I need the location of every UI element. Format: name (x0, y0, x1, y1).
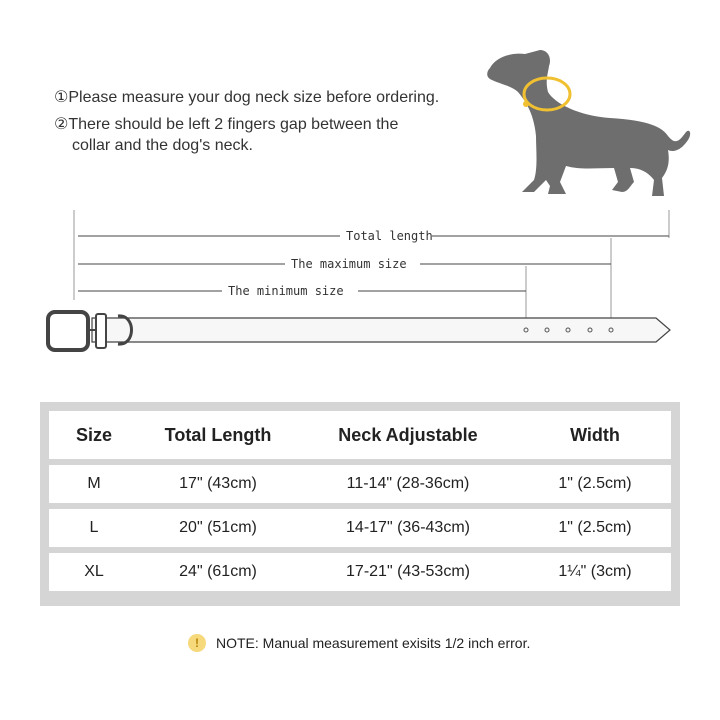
table-row (49, 553, 671, 591)
measurement-note (188, 634, 530, 652)
collar-strap (48, 312, 670, 350)
header-neck-adjustable: Neck Adjustable (338, 424, 478, 445)
instruction-gap-continued: collar and the dog's neck. (72, 137, 253, 154)
cell-size: XL (84, 563, 104, 580)
cell-size: M (87, 475, 101, 492)
table-row (49, 509, 671, 547)
size-table (40, 402, 680, 606)
cell-neck-adjustable: 11-14" (28-36cm) (346, 475, 470, 492)
cell-width: 1" (2.5cm) (558, 519, 632, 536)
header-total-length: Total Length (164, 424, 272, 445)
buckle-icon (48, 312, 88, 350)
instruction-gap: ②There should be left 2 fingers gap between the (54, 116, 399, 133)
collar-tag-icon (523, 101, 529, 107)
cell-neck-adjustable: 17-21" (43-53cm) (346, 563, 470, 580)
cell-neck-adjustable: 14-17" (36-43cm) (346, 519, 470, 536)
cell-total-length: 17" (43cm) (179, 475, 257, 492)
cell-total-length: 24" (61cm) (179, 563, 257, 580)
table-row (49, 465, 671, 503)
min-size-label: The minimum size (228, 284, 344, 298)
instruction-measure: ①Please measure your dog neck size before ordering. (54, 89, 440, 106)
header-size: Size (75, 424, 113, 445)
dog-icon (487, 50, 690, 196)
max-size-label: The maximum size (291, 257, 407, 271)
cell-size: L (89, 519, 99, 536)
cell-total-length: 20" (51cm) (179, 519, 257, 536)
cell-width: 1¼" (3cm) (558, 563, 632, 580)
note-text: NOTE: Manual measurement exisits 1/2 inch error. (216, 635, 531, 651)
header-width: Width (570, 424, 620, 445)
table-header-row (49, 411, 671, 459)
total-length-label: Total length (346, 229, 433, 243)
warning-icon: ! (188, 634, 206, 652)
cell-width: 1" (2.5cm) (558, 475, 632, 492)
